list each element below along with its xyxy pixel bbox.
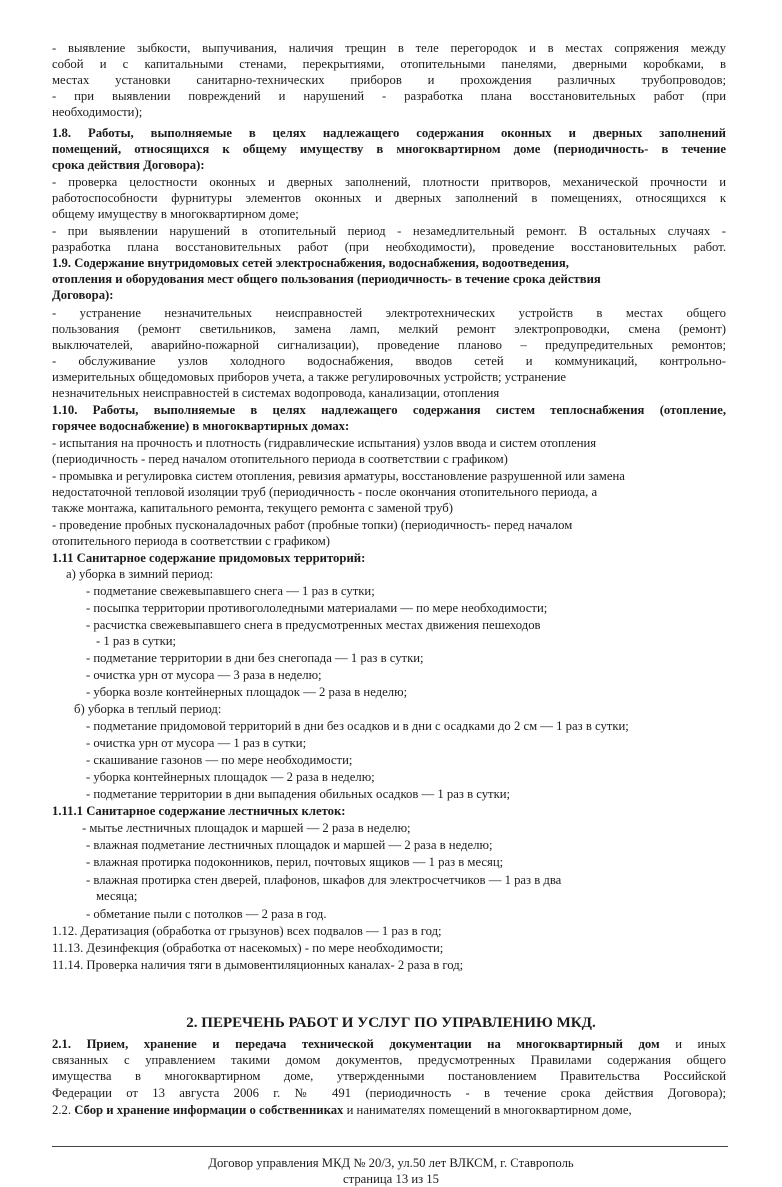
- list-item: - 1 раз в сутки;: [96, 634, 177, 648]
- text-line: необходимости);: [52, 105, 143, 119]
- section-heading-1-8: помещений, относящихся к общему имуществу в многоквартирном доме (периодичность- в течение: [52, 142, 726, 156]
- list-item: - очистка урн от мусора — 1 раз в сутки;: [86, 736, 307, 750]
- section-heading-1-8: срока действия Договора):: [52, 158, 205, 172]
- paragraph-2-2-rest: и нанимателях помещений в многоквартирном доме,: [343, 1103, 632, 1117]
- list-item: - очистка урн от мусора — 3 раза в неделю;: [86, 668, 322, 682]
- text-line: отопительного периода в соответствии с графиком): [52, 534, 330, 548]
- section-heading-1-10: горячее водоснабжение) в многоквартирных домах:: [52, 419, 350, 433]
- text-line: - обслуживание узлов холодного водоснабжения, вводов сетей и коммуникаций, контрольно-: [52, 354, 726, 368]
- footer-contract: Договор управления МКД № 20/3, ул.50 лет ВЛКСМ, г. Ставрополь: [208, 1156, 574, 1170]
- section-heading-1-8: 1.8. Работы, выполняемые в целях надлежащего содержания оконных и дверных заполнений: [52, 126, 726, 140]
- section-heading-1-9: 1.9. Содержание внутридомовых сетей электроснабжения, водоснабжения, водоотведения,: [52, 256, 569, 270]
- footer-divider: [52, 1146, 728, 1147]
- list-item: - уборка возле контейнерных площадок — 2 раза в неделю;: [86, 685, 408, 699]
- text-line: 1.12. Дератизация (обработка от грызунов) всех подвалов — 1 раз в год;: [52, 924, 442, 938]
- text-line: пользования (ремонт светильников, замена ламп, мелкий ремонт электропроводки, смена (ремонт): [52, 322, 726, 336]
- section-heading-1-9: отопления и оборудования мест общего пользования (периодичность- в течение срока действия: [52, 272, 601, 286]
- list-item: - расчистка свежевыпавшего снега в предусмотренных местах движения пешеходов: [86, 618, 541, 632]
- section-heading-1-9: Договора):: [52, 288, 114, 302]
- list-item: - подметание территории в дни выпадения обильных осадков — 1 раз в сутки;: [86, 787, 511, 801]
- text-line: также монтажа, капитального ремонта, текущего ремонта с заменой труб): [52, 501, 453, 515]
- text-line: - устранение незначительных неисправностей электротехнических устройств в местах общего: [52, 306, 726, 320]
- list-subheading: а) уборка в зимний период:: [66, 567, 214, 581]
- text-line: 11.14. Проверка наличия тяги в дымовентиляционных каналах- 2 раза в год;: [52, 958, 464, 972]
- section-2-title: 2. ПЕРЕЧЕНЬ РАБОТ И УСЛУГ ПО УПРАВЛЕНИЮ МКД.: [186, 1015, 596, 1031]
- text-line: - промывка и регулировка систем отопления, ревизия арматуры, восстановление разрушенной или замена: [52, 469, 625, 483]
- section-heading-1-11-1: 1.11.1 Санитарное содержание лестничных клеток:: [52, 804, 346, 818]
- paragraph-2-1-rest: и иных: [659, 1037, 726, 1051]
- paragraph-2-2-number: 2.2.: [52, 1103, 75, 1117]
- text-line: - испытания на прочность и плотность (гидравлические испытания) узлов ввода и систем отопления: [52, 436, 597, 450]
- list-item: - влажная протирка стен дверей, плафонов, шкафов для электросчетчиков — 1 раз в два: [86, 873, 562, 887]
- text-line: (периодичность - перед началом отопительного периода в соответствии с графиком): [52, 452, 508, 466]
- text-line: собой и с капитальными стенами, перекрытиями, отопительными панелями, дверными коробками, в: [52, 57, 726, 71]
- section-heading-1-11: 1.11 Санитарное содержание придомовых территорий:: [52, 551, 366, 565]
- text-line: - при выявлении нарушений в отопительный период - незамедлительный ремонт. В остальных случаях -: [52, 224, 726, 238]
- text-line: общему имуществу в многоквартирном доме;: [52, 207, 299, 221]
- text-line: 11.13. Дезинфекция (обработка от насекомых) - по мере необходимости;: [52, 941, 444, 955]
- text-line: связанных с управлением такими домом документов, предусмотренных Правилами содержания общего: [52, 1053, 726, 1067]
- paragraph-2-2: [52, 1102, 632, 1118]
- list-item: - посыпка территории противогололедными материалами — по мере необходимости;: [86, 601, 548, 615]
- list-item: - подметание территории в дни без снегопада — 1 раз в сутки;: [86, 651, 424, 665]
- text-line: выключателей, аварийно-пожарной сигнализации), проведение планово – предупредительных ремонтов;: [52, 338, 726, 352]
- list-item: - уборка контейнерных площадок — 2 раза в неделю;: [86, 770, 375, 784]
- list-subheading: б) уборка в теплый период:: [74, 702, 222, 716]
- text-line: работоспособности фурнитуры элементов оконных и дверных заполнений в помещениях, относящихся к: [52, 191, 726, 205]
- text-line: - при выявлении повреждений и нарушений - разработка плана восстановительных работ (при: [52, 89, 726, 103]
- text-line: - выявление зыбкости, выпучивания, наличия трещин в теле перегородок и в местах сопряжения между: [52, 41, 726, 55]
- list-item: - подметание свежевыпавшего снега — 1 раз в сутки;: [86, 584, 375, 598]
- text-line: Федерации от 13 августа 2006 г. № 491 (периодичность - в течение срока действия Договора);: [52, 1086, 726, 1100]
- list-item: месяца;: [96, 889, 138, 903]
- footer-page-number: страница 13 из 15: [343, 1172, 439, 1186]
- paragraph-2-1: [52, 1036, 726, 1052]
- list-item: - мытье лестничных площадок и маршей — 2 раза в неделю;: [82, 821, 411, 835]
- text-line: измерительных общедомовых приборов учета, а также регулировочных устройств; устранение: [52, 370, 567, 384]
- list-item: - скашивание газонов — по мере необходимости;: [86, 753, 353, 767]
- text-line: местах установки санитарно-технических приборов и прохождения различных трубопроводов;: [52, 73, 726, 87]
- list-item: - обметание пыли с потолков — 2 раза в год.: [86, 907, 327, 921]
- text-line: - проведение пробных пусконаладочных работ (пробные топки) (периодичность- перед началом: [52, 518, 573, 532]
- text-line: - проверка целостности оконных и дверных заполнений, плотности притворов, механической прочности и: [52, 175, 726, 189]
- list-item: - подметание придомовой территорий в дни без осадков и в дни с осадками до 2 см — 1 раз в сутки;: [86, 719, 629, 733]
- text-line: недостаточной тепловой изоляции труб (периодичность - после окончания отопительного периода, а: [52, 485, 598, 499]
- text-line: незначительных неисправностей в системах водопровода, канализации, отопления: [52, 386, 500, 400]
- list-item: - влажная протирка подоконников, перил, почтовых ящиков — 1 раз в месяц;: [86, 855, 504, 869]
- section-heading-1-10: 1.10. Работы, выполняемые в целях надлежащего содержания систем теплоснабжения (отопление,: [52, 403, 726, 417]
- paragraph-2-1-bold: 2.1. Прием, хранение и передача технической документации на многоквартирный дом: [52, 1037, 660, 1051]
- paragraph-2-2-bold: Сбор и хранение информации о собственниках: [74, 1103, 344, 1117]
- text-line: разработка плана восстановительных работ (при необходимости), проведение восстановительных работ.: [52, 240, 726, 254]
- list-item: - влажная подметание лестничных площадок и маршей — 2 раза в неделю;: [86, 838, 493, 852]
- text-line: имущества в многоквартирном доме, утвержденными постановлением Правительства Российской: [52, 1069, 726, 1083]
